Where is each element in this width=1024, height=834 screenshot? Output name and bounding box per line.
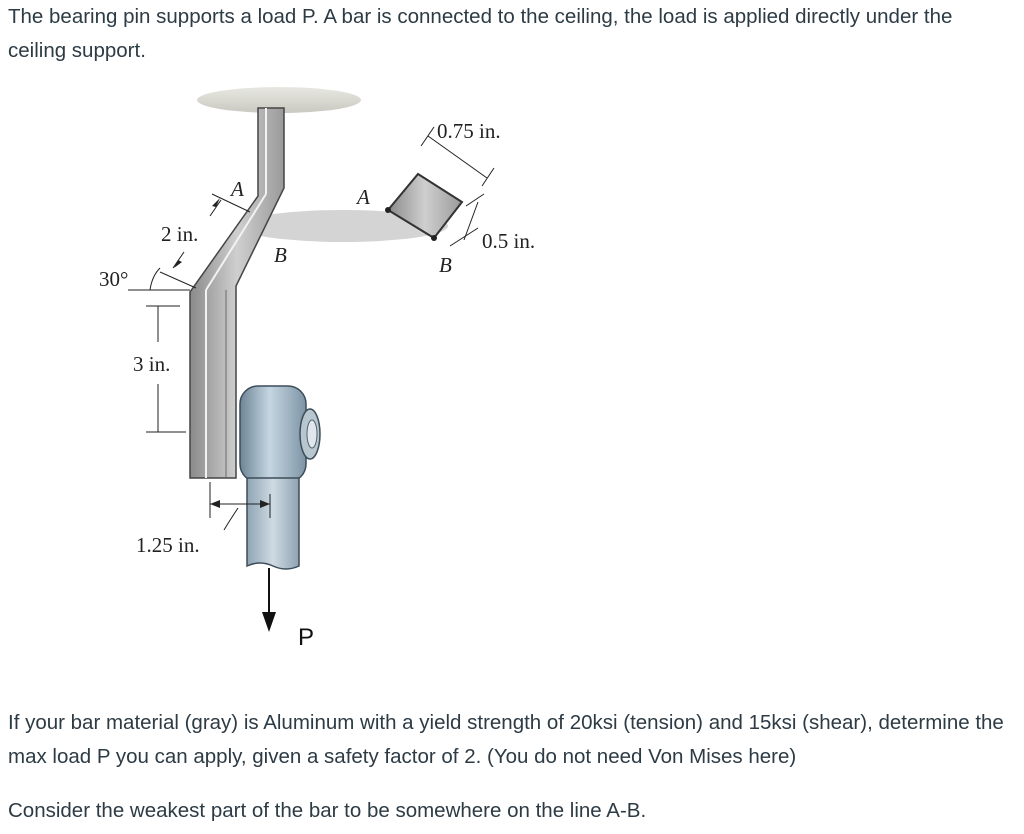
question-paragraph: If your bar material (gray) is Aluminum with a yield strength of 20ksi (tension) and 15ksi (shear), determine the max load P you can apply, given a safety factor of 2. (You do not need Von Mises here) xyxy=(8,711,1004,768)
bearing-housing xyxy=(240,386,306,482)
dim-125in: 1.25 in. xyxy=(136,533,200,557)
bar-point-a-label: A xyxy=(231,177,244,201)
dim-075in: 0.75 in. xyxy=(437,119,501,143)
load-label: P xyxy=(298,624,315,651)
load-arrow xyxy=(262,612,276,632)
angle-30-label: 30° xyxy=(99,267,129,291)
bar-point-b-label: B xyxy=(274,243,287,267)
section-point-b-label: B xyxy=(439,253,452,277)
section-point-a-label: A xyxy=(357,185,370,209)
dim-05in: 0.5 in. xyxy=(482,229,536,253)
intro-paragraph: The bearing pin supports a load P. A bar is connected to the ceiling, the load is applied directly under the ceiling support. xyxy=(8,5,953,62)
dim-3in: 3 in. xyxy=(133,352,171,376)
consider-paragraph: Consider the weakest part of the bar to be somewhere on the line A-B. xyxy=(8,799,647,822)
load-shaft xyxy=(247,478,299,569)
dim-2in: 2 in. xyxy=(161,222,199,246)
